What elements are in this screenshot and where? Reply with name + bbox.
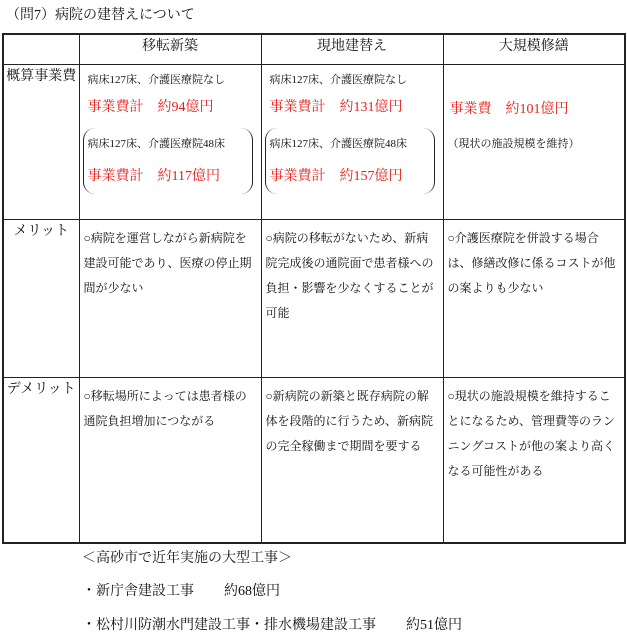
demerit-cell-onsite-rebuild: [261, 377, 443, 543]
demerit-cell-relocation: [79, 377, 261, 543]
merit-cell-relocation: [79, 219, 261, 377]
merit-cell-major-repair: [443, 219, 625, 377]
row-header-cost: 概算事業費: [3, 64, 79, 219]
demerit-text: ○現状の施設規模を維持することになるため、管理費等のランニングコストが他の案より高くなる可能性がある: [447, 388, 616, 478]
demerit-text: ○移転場所によっては患者様の通院負担増加につながる: [83, 388, 247, 428]
merit-cell-onsite-rebuild: [261, 219, 443, 377]
project-item: [82, 617, 462, 635]
column-header-relocation: 移転新築: [79, 34, 261, 64]
project-amount: 約51億円: [406, 618, 462, 633]
cost-total: 事業費計 約131億円: [269, 99, 403, 115]
demerit-cell-major-repair: [443, 377, 625, 543]
cost-cell-major-repair: [443, 64, 625, 219]
row-header-demerit: デメリット: [3, 377, 79, 543]
project-amount: 約68億円: [224, 584, 280, 599]
cost-total: 事業費計 約94億円: [87, 99, 214, 115]
header-row: [3, 34, 625, 64]
merit-text: ○病院の移転がないため、新病院完成後の通院面で患者様への負担・影響を少なくすることが可能: [265, 230, 434, 320]
project-name: ・新庁舎建設工事: [82, 584, 194, 599]
cost-total: 事業費計 約117億円: [87, 168, 220, 184]
cost-row: [3, 64, 625, 219]
page-title: （問7）病院の建替えについて: [6, 8, 195, 23]
demerit-text: ○新病院の新築と既存病院の解体を段階的に行うため、新病院の完全稼働まで期間を要する: [265, 388, 434, 453]
projects-heading: ＜高砂市で近年実施の大型工事＞: [82, 551, 292, 566]
merit-row: [3, 219, 625, 377]
cost-note: （現状の施設規模を維持）: [447, 137, 580, 150]
cost-case-label: 病床127床、介護医療院なし: [269, 73, 407, 86]
cost-total: 事業費計 約157億円: [269, 168, 403, 184]
project-name: ・松村川防潮水門建設工事・排水機場建設工事: [82, 618, 376, 633]
comparison-table: [2, 33, 626, 544]
column-header-major-repair: 大規模修繕: [443, 34, 625, 64]
merit-text: ○介護医療院を併設する場合は、修繕改修に係るコストが他の案よりも少ない: [447, 230, 616, 295]
merit-text: ○病院を運営しながら新病院を建設可能であり、医療の停止期間が少ない: [83, 230, 252, 295]
project-item: [82, 583, 280, 601]
cost-case-label: 病床127床、介護医療院48床: [269, 137, 407, 150]
cost-case-label: 病床127床、介護医療院48床: [87, 137, 225, 150]
cost-cell-relocation: [79, 64, 261, 219]
row-header-merit: メリット: [3, 219, 79, 377]
corner-cell: [3, 34, 79, 64]
cost-cell-onsite-rebuild: [261, 64, 443, 219]
cost-case-label: 病床127床、介護医療院なし: [87, 73, 225, 86]
column-header-onsite-rebuild: 現地建替え: [261, 34, 443, 64]
cost-total: 事業費 約101億円: [449, 101, 569, 117]
demerit-row: [3, 377, 625, 543]
